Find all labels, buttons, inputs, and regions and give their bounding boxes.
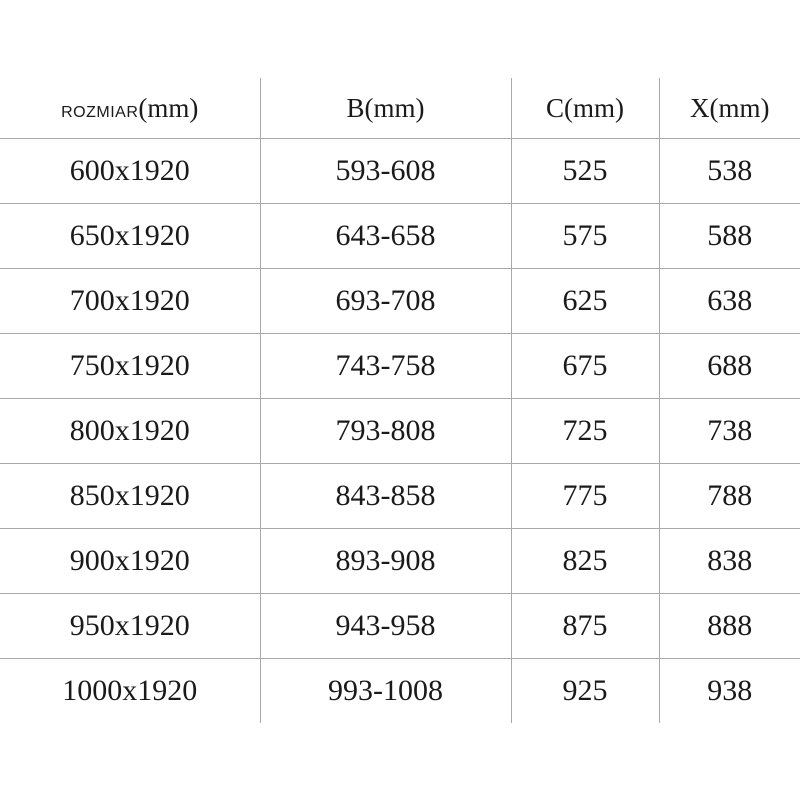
table-row bbox=[0, 334, 800, 399]
table-row bbox=[0, 204, 800, 269]
cell-x: 638 bbox=[659, 269, 800, 334]
table-row bbox=[0, 594, 800, 659]
cell-rozmiar: 650x1920 bbox=[0, 204, 260, 269]
cell-x: 538 bbox=[659, 139, 800, 204]
cell-rozmiar: 800x1920 bbox=[0, 399, 260, 464]
table-row bbox=[0, 529, 800, 594]
cell-b: 693-708 bbox=[260, 269, 511, 334]
table-row bbox=[0, 269, 800, 334]
cell-x: 688 bbox=[659, 334, 800, 399]
header-rozmiar bbox=[0, 78, 260, 139]
header-rozmiar-unit: (mm) bbox=[138, 92, 199, 123]
header-x: X(mm) bbox=[659, 78, 800, 139]
cell-x: 588 bbox=[659, 204, 800, 269]
header-row bbox=[0, 78, 800, 139]
cell-b: 943-958 bbox=[260, 594, 511, 659]
cell-b: 643-658 bbox=[260, 204, 511, 269]
header-c: C(mm) bbox=[511, 78, 659, 139]
header-b: B(mm) bbox=[260, 78, 511, 139]
cell-rozmiar: 1000x1920 bbox=[62, 674, 198, 707]
cell-rozmiar: 900x1920 bbox=[0, 529, 260, 594]
cell-c: 875 bbox=[511, 594, 659, 659]
table-row bbox=[0, 139, 800, 204]
cell-b: 893-908 bbox=[260, 529, 511, 594]
cell-c: 625 bbox=[511, 269, 659, 334]
cell-x: 838 bbox=[659, 529, 800, 594]
cell-rozmiar: 600x1920 bbox=[0, 139, 260, 204]
cell-rozmiar: 750x1920 bbox=[0, 334, 260, 399]
cell-x: 788 bbox=[659, 464, 800, 529]
cell-b: 993-1008 bbox=[260, 659, 511, 724]
cell-c: 575 bbox=[511, 204, 659, 269]
cell-c: 775 bbox=[511, 464, 659, 529]
cell-rozmiar: 950x1920 bbox=[0, 594, 260, 659]
header-rozmiar-label: ROZMIAR bbox=[61, 103, 139, 121]
size-table bbox=[0, 78, 800, 723]
table-row bbox=[0, 659, 800, 724]
table-header bbox=[0, 78, 800, 139]
cell-c: 825 bbox=[511, 529, 659, 594]
cell-b: 593-608 bbox=[260, 139, 511, 204]
cell-c: 925 bbox=[511, 659, 659, 724]
table-body bbox=[0, 139, 800, 724]
cell-rozmiar: 700x1920 bbox=[0, 269, 260, 334]
cell-x: 938 bbox=[659, 659, 800, 724]
table-row bbox=[0, 399, 800, 464]
cell-x: 888 bbox=[659, 594, 800, 659]
cell-rozmiar: 850x1920 bbox=[0, 464, 260, 529]
cell-c: 725 bbox=[511, 399, 659, 464]
table-row bbox=[0, 464, 800, 529]
cell-c: 675 bbox=[511, 334, 659, 399]
cell-b: 743-758 bbox=[260, 334, 511, 399]
cell-b: 793-808 bbox=[260, 399, 511, 464]
cell-b: 843-858 bbox=[260, 464, 511, 529]
cell-x: 738 bbox=[659, 399, 800, 464]
cell-c: 525 bbox=[511, 139, 659, 204]
